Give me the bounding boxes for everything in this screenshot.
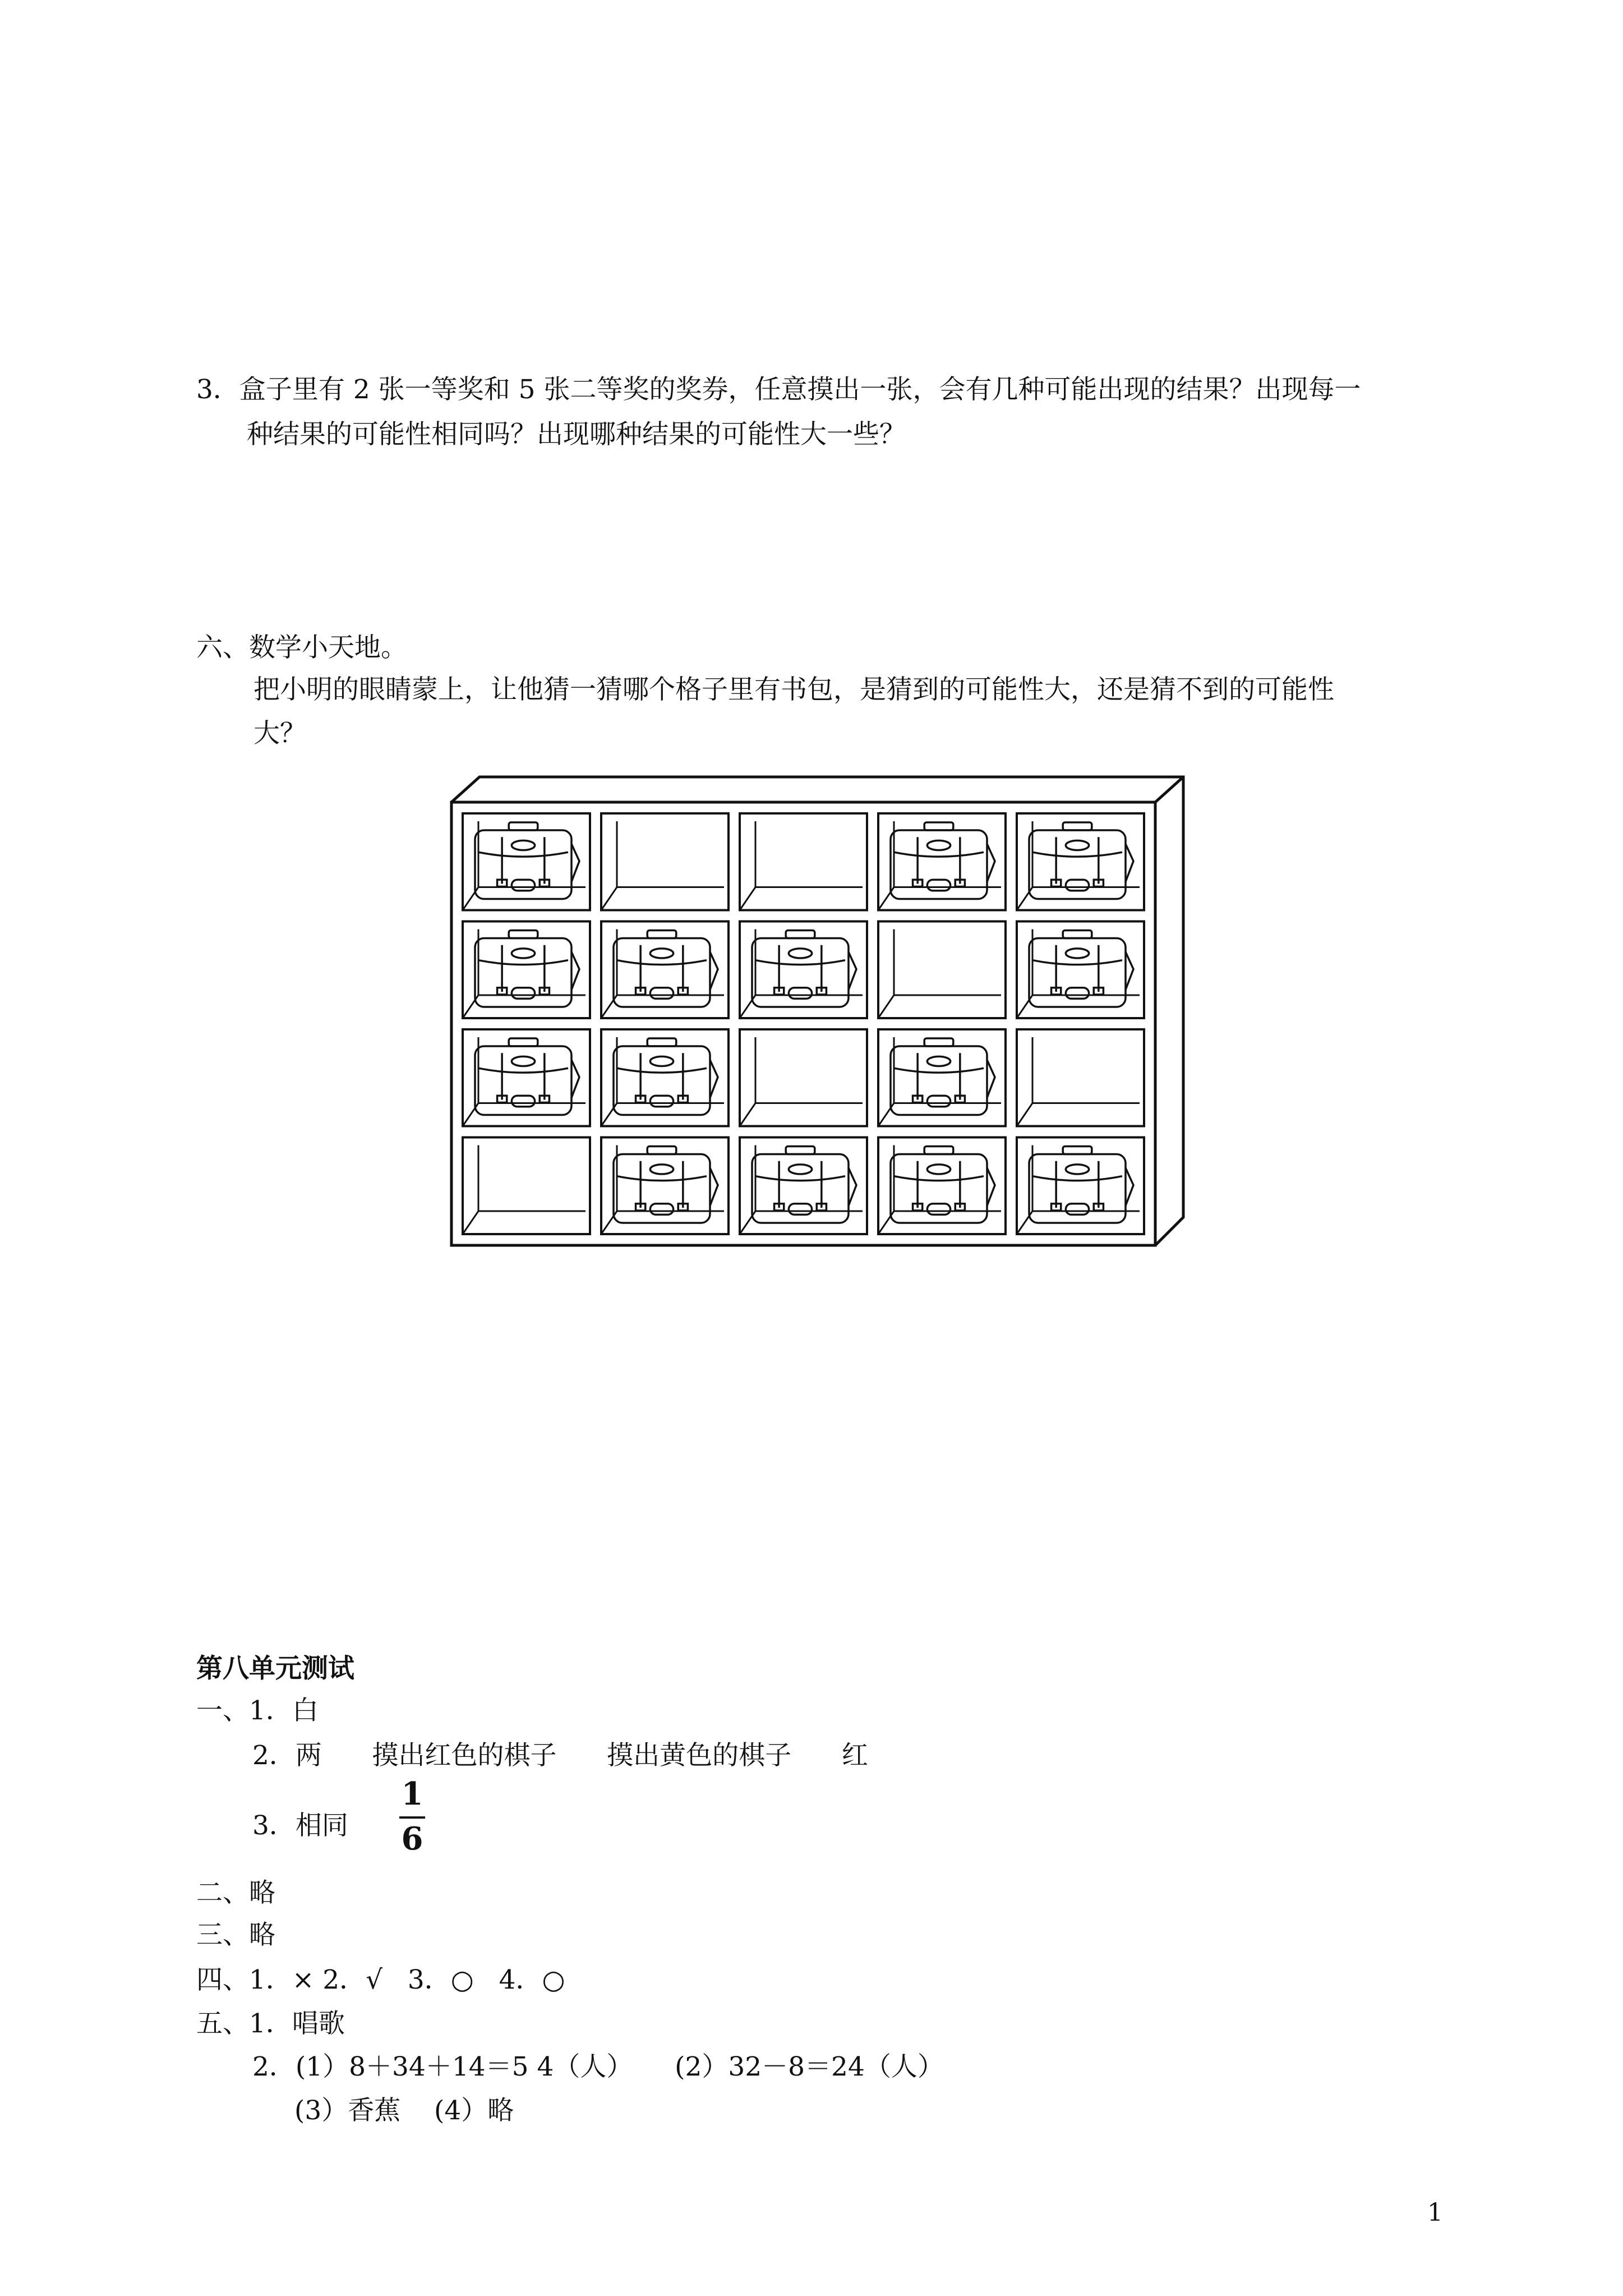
shelf-cell-with-bag	[1017, 813, 1144, 910]
shelf-cell-empty	[878, 922, 1006, 1019]
shelf-cell-with-bag	[463, 813, 590, 910]
answers-title: 第八单元测试	[196, 1653, 354, 1684]
shelf-corner-edge	[1155, 777, 1183, 802]
fraction-numerator: 1	[401, 1775, 423, 1812]
shelf-cell-with-bag	[1017, 1138, 1144, 1235]
answer-5-3: (3）香蕉 (4）略	[294, 2095, 514, 2126]
shelf-cell-with-bag	[463, 1029, 590, 1126]
shelf-cell-with-bag	[878, 813, 1006, 910]
shelf-cell-with-bag	[463, 922, 590, 1019]
page-number: 1	[1427, 2198, 1443, 2227]
shelf-cell-with-bag	[601, 1029, 728, 1126]
answer-1-3: 3．相同	[252, 1810, 348, 1841]
shelf-cell-with-bag	[740, 1138, 867, 1235]
answer-4: 四、1．× 2．√ 3．○ 4．○	[196, 1964, 565, 1995]
section-6-line-1: 把小明的眼睛蒙上，让他猜一猜哪个格子里有书包，是猜到的可能性大，还是猜不到的可能性	[253, 674, 1334, 705]
fraction-bar	[399, 1816, 425, 1819]
shelf-cell-with-bag	[1017, 922, 1144, 1019]
answer-1-2: 2．两 摸出红色的棋子 摸出黄色的棋子 红	[252, 1740, 868, 1771]
bookshelf-illustration	[449, 774, 1195, 1251]
shelf-cell-with-bag	[740, 922, 867, 1019]
answer-2: 二、略	[196, 1878, 275, 1908]
shelf-cell-with-bag	[878, 1138, 1006, 1235]
answer-5-2: 2．(1）8＋34＋14＝5 4（人） (2）32－8＝24（人）	[252, 2051, 944, 2082]
fraction-denominator: 6	[401, 1820, 423, 1857]
shelf-cells	[463, 813, 1144, 1234]
shelf-cell-with-bag	[878, 1029, 1006, 1126]
question-3-line-1: 3．盒子里有 2 张一等奖和 5 张二等奖的奖券，任意摸出一张，会有几种可能出现的结果？出现每一	[196, 374, 1361, 405]
shelf-cell-empty	[740, 1029, 867, 1126]
shelf-cell-empty	[463, 1138, 590, 1235]
shelf-cell-with-bag	[601, 922, 728, 1019]
shelf-cell-empty	[740, 813, 867, 910]
section-6-line-2: 大？	[253, 718, 306, 749]
shelf-cell-empty	[601, 813, 728, 910]
question-3-line-2: 种结果的可能性相同吗？出现哪种结果的可能性大一些？	[247, 419, 906, 450]
shelf-cell-empty	[1017, 1029, 1144, 1126]
shelf-frame	[451, 777, 1183, 1245]
section-6-title: 六、数学小天地。	[196, 632, 407, 663]
answer-1-1: 一、1．白	[196, 1695, 319, 1726]
shelf-cell-with-bag	[601, 1138, 728, 1235]
answer-3: 三、略	[196, 1920, 275, 1950]
shelf-top-side	[451, 777, 1183, 1245]
answer-5-1: 五、1．唱歌	[196, 2008, 345, 2039]
